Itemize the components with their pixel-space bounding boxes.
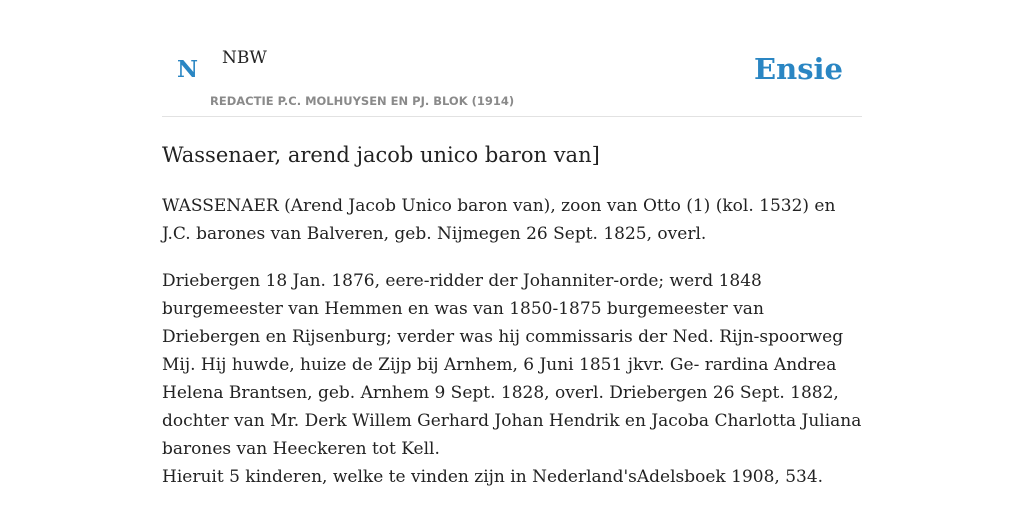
article-paragraph: Hieruit 5 kinderen, welke te vinden zijn in Nederland'sAdelsboek 1908, 534.	[162, 467, 824, 487]
brand-logo[interactable]: Ensie	[754, 52, 843, 86]
source-name[interactable]: NBW	[222, 48, 267, 68]
article-paragraph: WASSENAER (Arend Jacob Unico baron van), zoon van Otto (1) (kol. 1532) en J.C. barones van Balveren, geb. Nijmegen 26 Sept. 1825, overl.	[162, 196, 836, 244]
article-paragraph: Driebergen 18 Jan. 1876, eere-ridder der Johanniter-orde; werd 1848 burgemeester van Hemmen en was van 1850-1875 burgemeester van Driebergen en Rijsenburg; verder was hij commissaris der Ned. Rijn-spoorweg Mij. Hij huwde, huize de Zijp bij Arnhem, 6 Juni 1851 jkvr. Ge- rardina Andrea Helena Brantsen, geb. Arnhem 9 Sept. 1828, overl. Driebergen 26 Sept. 1882, dochter van Mr. Derk Willem Gerhard Johan Hendrik en Jacoba Charlotta Juliana barones van Heeckeren tot Kell.	[162, 271, 862, 459]
source-logo[interactable]: N	[177, 56, 199, 83]
source-editor: REDACTIE P.C. MOLHUYSEN EN PJ. BLOK (1914)	[210, 94, 515, 108]
source-header	[162, 0, 862, 117]
article-title: Wassenaer, arend jacob unico baron van]	[162, 143, 600, 167]
